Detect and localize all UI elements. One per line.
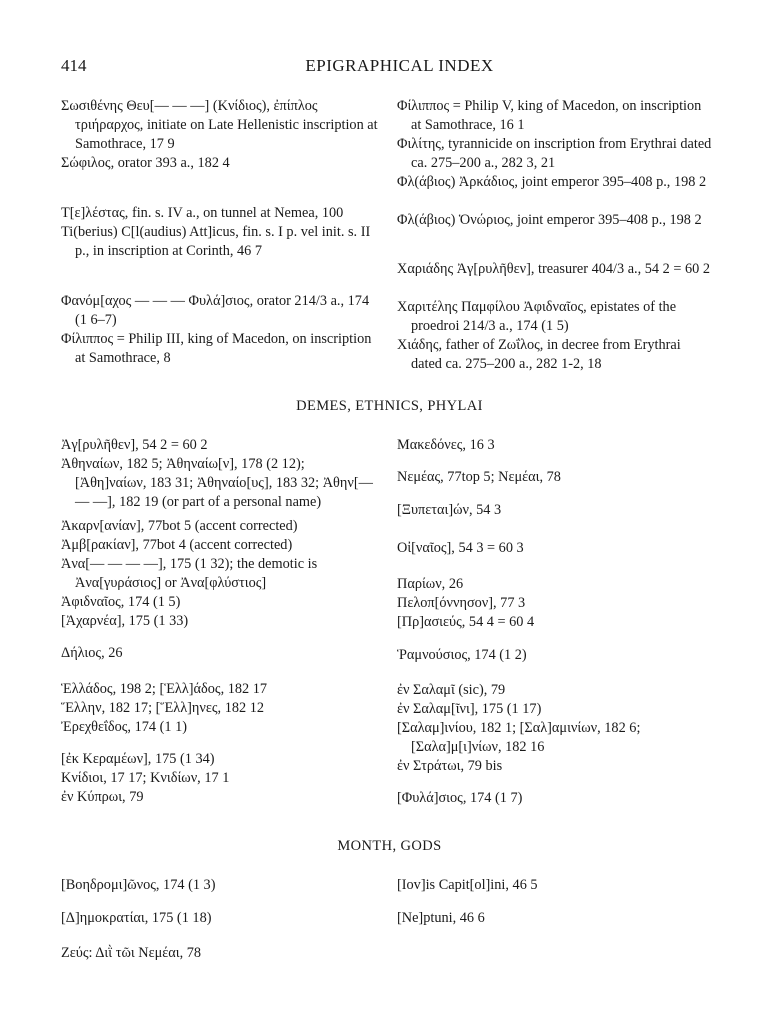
- index-entry: Κνίδιοι, 17 17; Κνιδίων, 17 1: [61, 770, 230, 786]
- index-entry: ἐν Στράτωι, 79 bis: [397, 758, 503, 774]
- index-entry: [Ἀχαρνέα], 175 (1 33): [61, 613, 189, 629]
- index-entry: Ἀνα[— — — —], 175 (1 32); the demotic is Ἀνα[γυράσιος] or Ἀνα[φλύστιος]: [61, 556, 318, 591]
- index-entry: Φλ(άβιος) Ἀρκάδιος, joint emperor 395–408 p., 198 2: [397, 174, 707, 190]
- index-entry: Ἀθηναίων, 182 5; Ἀθηναίω[ν], 178 (2 12); [Ἀθη]ναίων, 183 31; Ἀθηναίο[υς], 183 32; Ἀθην[— — —], 182 19 (or part of a personal name): [61, 456, 373, 510]
- running-head: EPIGRAPHICAL INDEX: [305, 56, 494, 75]
- index-entry: Φίλιππος = Philip III, king of Macedon, on inscription at Samothrace, 8: [61, 331, 372, 366]
- index-entry: Ἀμβ[ρακίαν], 77bot 4 (accent corrected): [61, 537, 293, 553]
- index-entry: Φιλίτης, tyrannicide on inscription from Erythrai dated ca. 275–200 a., 282 3, 21: [397, 136, 712, 171]
- index-entry: Ἐρεχθεΐδος, 174 (1 1): [61, 719, 187, 735]
- index-entry: [Πρ]ασιεύς, 54 4 = 60 4: [397, 614, 535, 630]
- index-entry: Παρίων, 26: [397, 576, 464, 592]
- index-entry: Σώφιλος, orator 393 a., 182 4: [61, 155, 230, 171]
- index-entry: Μακεδόνες, 16 3: [397, 437, 495, 453]
- index-entry: [Δ]ημοκρατίαι, 175 (1 18): [61, 910, 212, 926]
- index-entry: [Ne]ptuni, 46 6: [397, 910, 485, 926]
- index-entry: Πελοπ[όννησον], 77 3: [397, 595, 526, 611]
- index-entry: Χαριάδης Ἀγ[ρυλῆθεν], treasurer 404/3 a., 54 2 = 60 2: [397, 261, 711, 277]
- page-number: 414: [61, 56, 87, 75]
- index-entry: [Σαλαμ]ινίου, 182 1; [Σαλ]αμινίων, 182 6; [Σαλα]μ[ι]νίων, 182 16: [397, 720, 641, 755]
- index-entry: ἐν Κύπρωι, 79: [61, 789, 144, 805]
- section-heading-month-gods: MONTH, GODS: [337, 838, 442, 854]
- index-entry: Ἀφιδναῖος, 174 (1 5): [61, 594, 181, 610]
- index-entry: Ἀγ[ρυλῆθεν], 54 2 = 60 2: [61, 437, 208, 453]
- index-entry: Φλ(άβιος) Ὁνώριος, joint emperor 395–408 p., 198 2: [397, 212, 702, 228]
- index-entry: Νεμέας, 77top 5; Νεμέαι, 78: [397, 469, 561, 485]
- index-entry: Σωσιθένης Θευ[— — —] (Κνίδιος), ἐπίπλος τριήραρχος, initiate on Late Hellenistic inscription at Samothrace, 17 9: [61, 98, 378, 152]
- index-entry: Ζεύς: Διῒ τῶι Νεμέαι, 78: [61, 945, 202, 961]
- index-entry: Ἕλλην, 182 17; [Ἕλλ]ηνες, 182 12: [61, 700, 265, 716]
- index-entry: [Φυλά]σιος, 174 (1 7): [397, 790, 523, 806]
- index-entry: Φίλιππος = Philip V, king of Macedon, on inscription at Samothrace, 16 1: [397, 98, 702, 133]
- index-entry: Ti(berius) C[l(audius) Att]icus, fin. s. I p. vel init. s. II p., in inscription at Corinth, 46 7: [61, 224, 371, 259]
- index-entry: Φανόμ[αχος — — — Φυλά]σιος, orator 214/3 a., 174 (1 6–7): [61, 293, 370, 328]
- index-entry: Χιάδης, father of Ζωΐλος, in decree from Erythrai dated ca. 275–200 a., 282 1-2, 18: [397, 337, 681, 372]
- index-entry: ἐν Σαλαμῖ (sic), 79: [397, 682, 506, 698]
- index-entry: [Ξυπεται]ών, 54 3: [397, 502, 502, 518]
- index-entry: Ἑλλάδος, 198 2; [Ἑλλ]άδος, 182 17: [61, 681, 268, 697]
- index-entry: Δήλιος, 26: [61, 645, 123, 661]
- index-entry: [ἐκ Κεραμέων], 175 (1 34): [61, 751, 215, 767]
- index-entry: [Iov]is Capit[ol]ini, 46 5: [397, 877, 538, 893]
- index-entry: Τ[ε]λέστας, fin. s. IV a., on tunnel at Nemea, 100: [61, 205, 344, 221]
- section-heading-demes: DEMES, ETHNICS, PHYLAI: [296, 398, 483, 414]
- index-entry: Οἰ[ναῖος], 54 3 = 60 3: [397, 540, 524, 556]
- index-entry: ἐν Σαλαμ[ῖνι], 175 (1 17): [397, 701, 542, 717]
- index-entry: Χαριτέλης Παμφίλου Ἀφιδναῖος, epistates of the proedroi 214/3 a., 174 (1 5): [397, 299, 677, 334]
- index-entry: Ῥαμνούσιος, 174 (1 2): [397, 647, 527, 663]
- index-entry: [Βοηδρομι]ῶνος, 174 (1 3): [61, 877, 216, 893]
- index-entry: Ἀκαρν[ανίαν], 77bot 5 (accent corrected): [61, 518, 298, 534]
